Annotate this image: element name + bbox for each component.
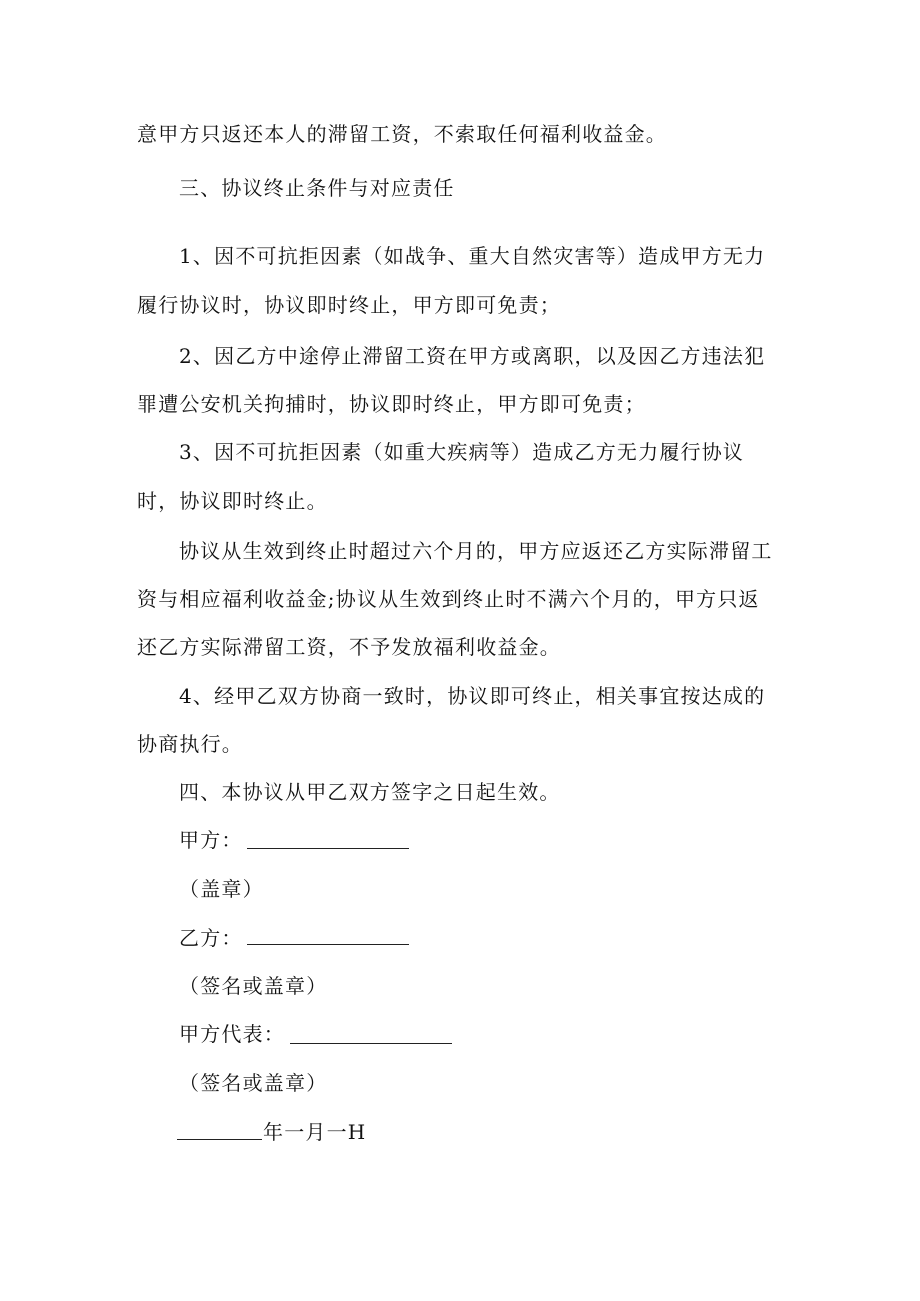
party-a-label: 甲方： xyxy=(179,828,243,852)
paragraph-line: 协议从生效到终止时超过六个月的，甲方应返还乙方实际滞留工 xyxy=(179,539,773,563)
party-a-representative-blank[interactable] xyxy=(290,1043,452,1044)
paragraph-line: 资与相应福利收益金;协议从生效到终止时不满六个月的，甲方只返 xyxy=(137,587,760,611)
paragraph-line: 协商执行。 xyxy=(137,732,243,756)
paragraph-line: 3、因不可抗拒因素（如重大疾病等）造成乙方无力履行协议 xyxy=(179,440,745,464)
date-text: 年一月一H xyxy=(263,1120,367,1144)
paragraph-line: 履行协议时，协议即时终止，甲方即可免责； xyxy=(137,293,561,317)
paragraph-line: 2、因乙方中途停止滞留工资在甲方或离职，以及因乙方违法犯 xyxy=(179,344,766,368)
date-year-blank[interactable] xyxy=(177,1139,262,1140)
party-b-signature-blank[interactable] xyxy=(247,944,409,945)
sign-or-seal-note: （签名或盖章） xyxy=(179,1071,328,1095)
paragraph-line: 1、因不可抗拒因素（如战争、重大自然灾害等）造成甲方无力 xyxy=(179,244,766,268)
sign-or-seal-note: （签名或盖章） xyxy=(179,974,328,998)
paragraph-line: 4、经甲乙双方协商一致时，协议即可终止，相关事宜按达成的 xyxy=(179,684,766,708)
seal-note: （盖章） xyxy=(179,877,264,901)
paragraph-line: 意甲方只返还本人的滞留工资，不索取任何福利收益金。 xyxy=(137,122,667,146)
paragraph-line: 还乙方实际滞留工资，不予发放福利收益金。 xyxy=(137,635,561,659)
paragraph-line: 时，协议即时终止。 xyxy=(137,489,328,513)
paragraph-line: 罪遭公安机关拘捕时，协议即时终止，甲方即可免责； xyxy=(137,392,646,416)
party-a-signature-blank[interactable] xyxy=(247,848,409,849)
section-heading-termination: 三、协议终止条件与对应责任 xyxy=(179,176,455,200)
section-heading-effective: 四、本协议从甲乙双方签字之日起生效。 xyxy=(179,780,561,804)
party-a-representative-label: 甲方代表： xyxy=(179,1022,285,1046)
party-b-label: 乙方： xyxy=(179,926,243,950)
